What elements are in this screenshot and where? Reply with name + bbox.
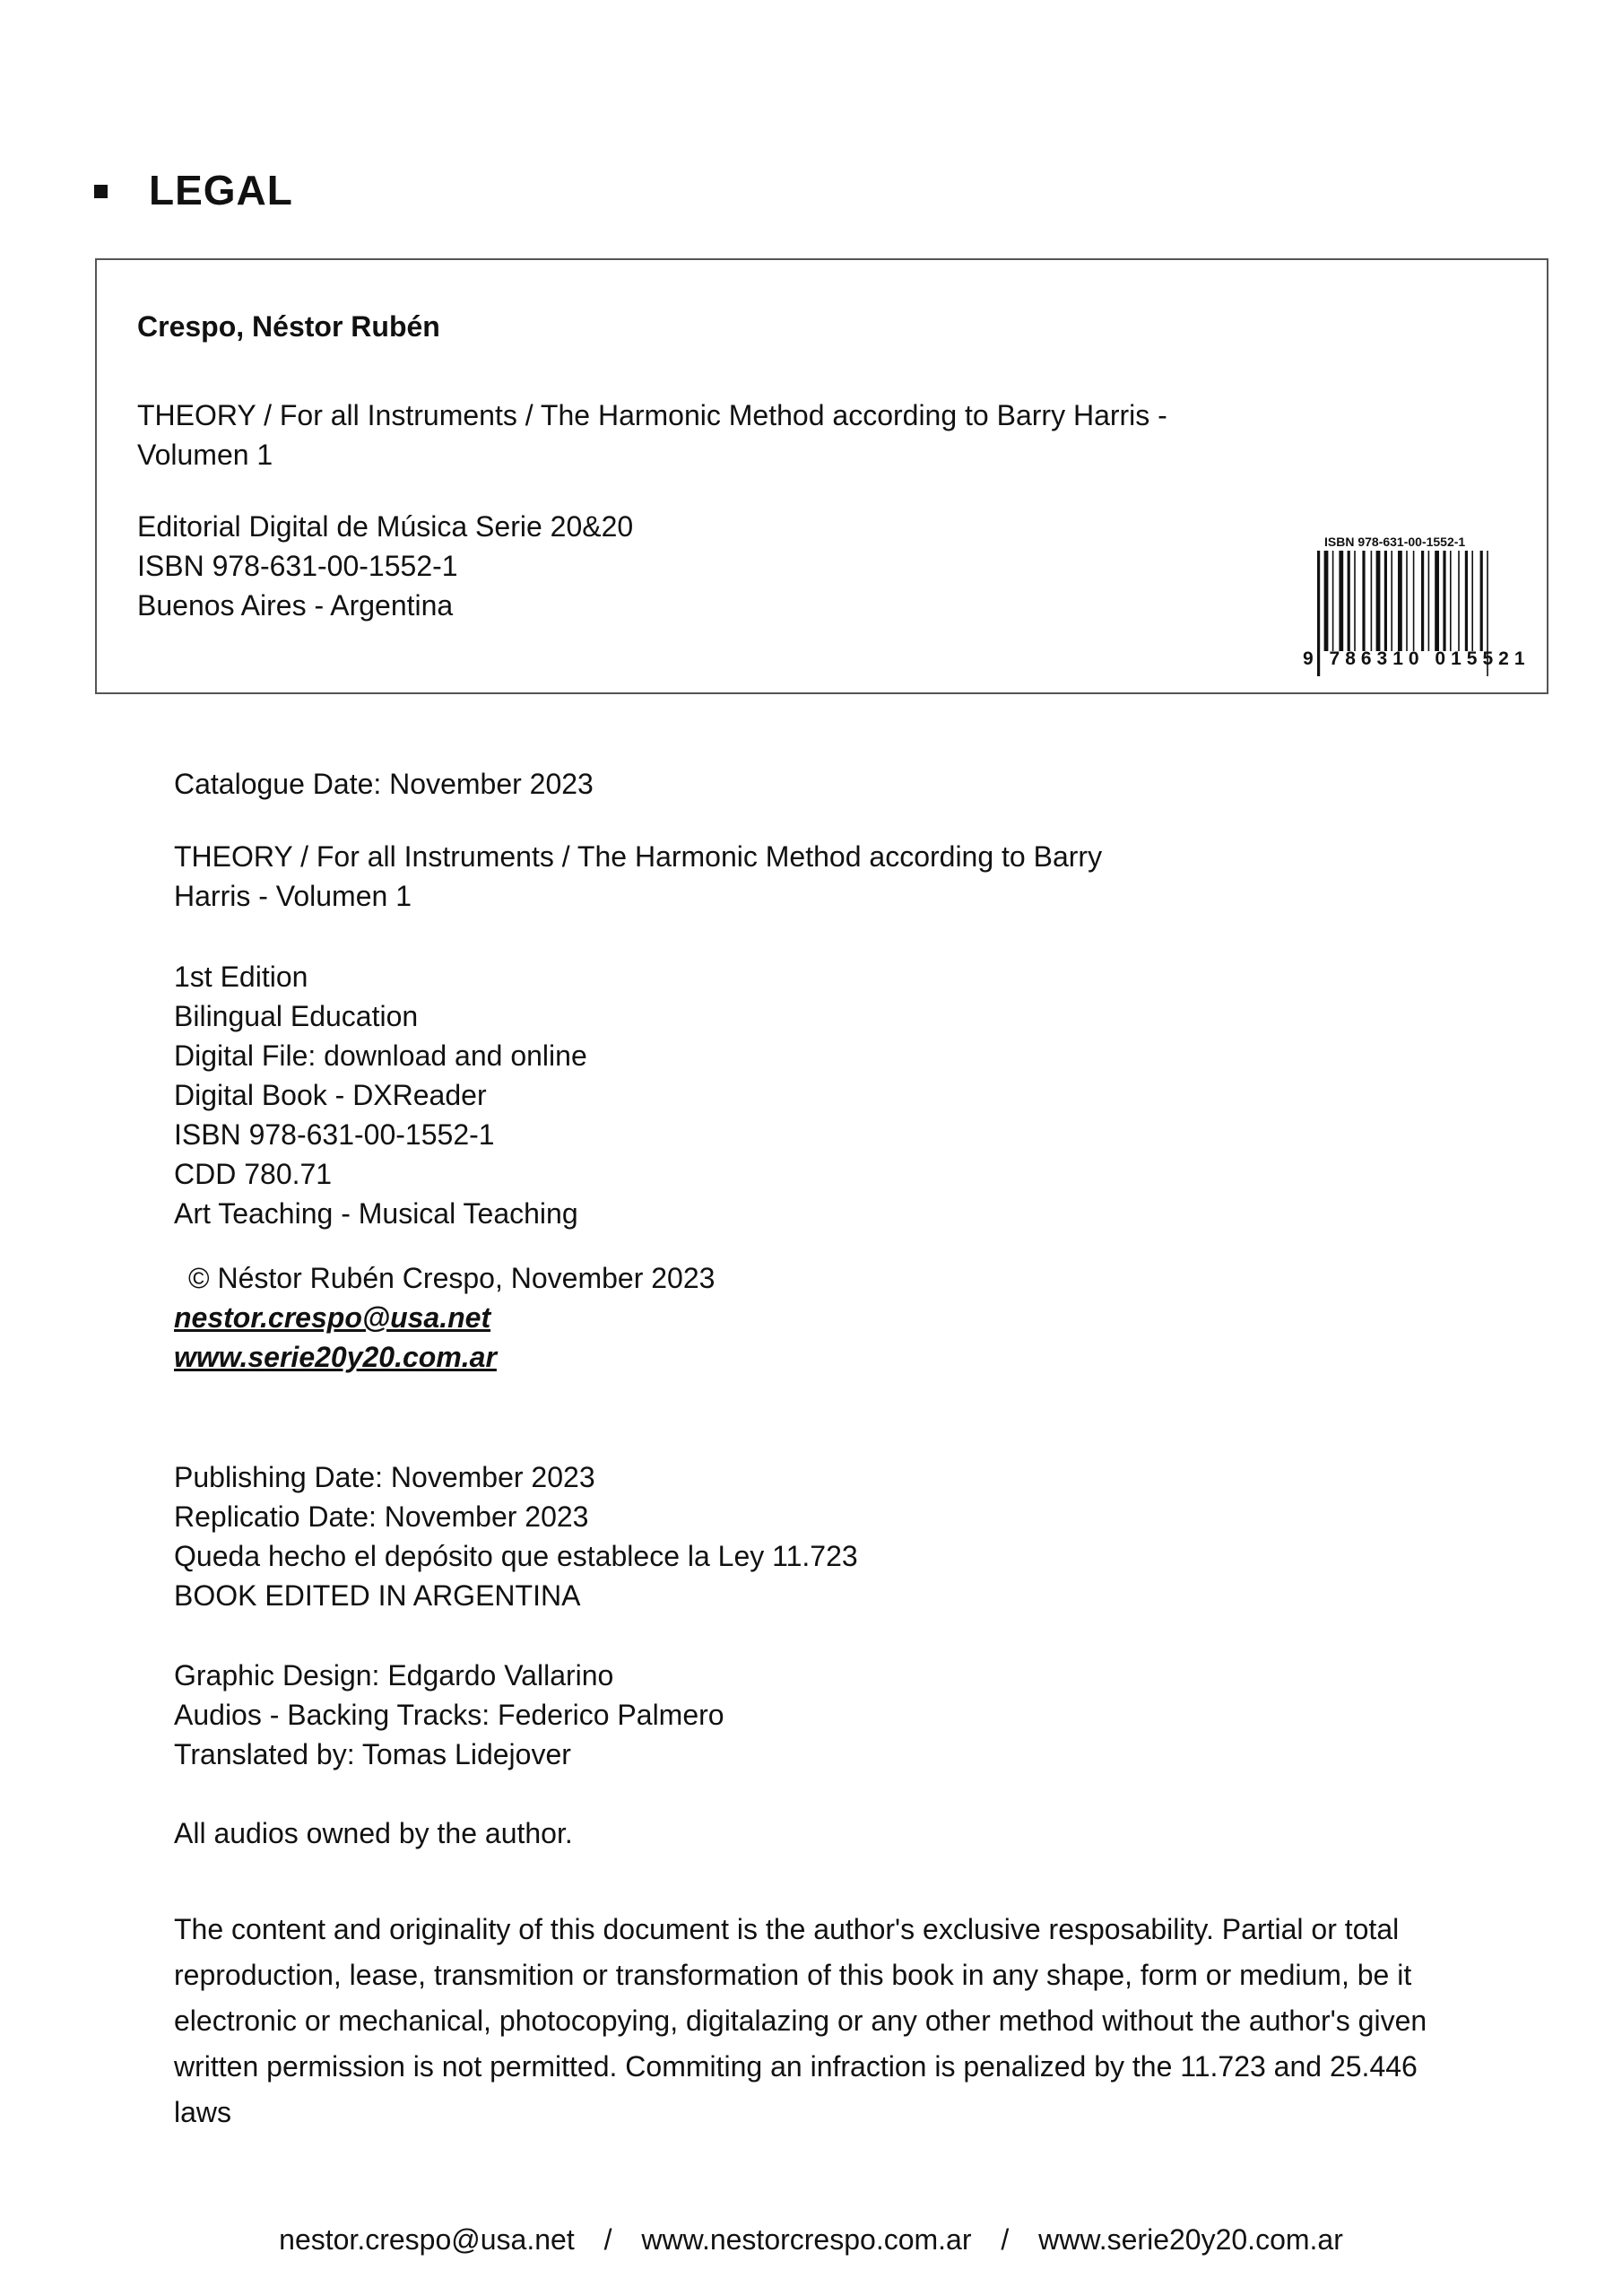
footer-separator: / (603, 2223, 612, 2256)
book-title-line-1: THEORY / For all Instruments / The Harmonic Method according to Barry Harris - (137, 399, 1167, 431)
book-title-line-2: Volumen 1 (137, 439, 273, 471)
edited-in: BOOK EDITED IN ARGENTINA (174, 1579, 581, 1612)
digital-file: Digital File: download and online (174, 1039, 587, 1072)
copyright-disclaimer: The content and originality of this document is the author's exclusive resposability. Partial or total reproduction, lease, transmition or transformation of this book in any shape, form or medium, be it electronic or mechanical, photocopying, digitalazing or any other method without the author's given written permission is not permitted. Commiting an infraction is penalized by the 11.723 and 25.446 laws (174, 1913, 1427, 2128)
catalogue-date: Catalogue Date: November 2023 (174, 768, 594, 800)
barcode-digits: 9 786310 015521 (1303, 648, 1531, 669)
edition: 1st Edition (174, 961, 308, 993)
audio-ownership-note: All audios owned by the author. (174, 1817, 573, 1849)
digital-book: Digital Book - DXReader (174, 1079, 487, 1111)
isbn-barcode (1303, 533, 1536, 678)
translation-credit: Translated by: Tomas Lidejover (174, 1738, 571, 1770)
copyright-line: © Néstor Rubén Crespo, November 2023 (188, 1262, 716, 1294)
isbn: ISBN 978-631-00-1552-1 (137, 550, 458, 582)
section-heading (94, 163, 293, 217)
barcode-isbn-label: ISBN 978-631-00-1552-1 (1324, 535, 1466, 549)
catalogue-isbn: ISBN 978-631-00-1552-1 (174, 1118, 495, 1151)
catalogue-title-line-1: THEORY / For all Instruments / The Harmonic Method according to Barry (174, 840, 1103, 873)
legal-deposit: Queda hecho el depósito que establece la Ley 11.723 (174, 1540, 858, 1572)
education: Bilingual Education (174, 1000, 419, 1032)
catalogue-title-line-2: Harris - Volumen 1 (174, 880, 412, 912)
graphic-design-credit: Graphic Design: Edgardo Vallarino (174, 1659, 614, 1692)
square-bullet-icon (94, 185, 108, 198)
author-name: Crespo, Néstor Rubén (137, 310, 440, 343)
footer-site-link-2[interactable]: www.serie20y20.com.ar (1038, 2223, 1343, 2256)
page-footer (0, 2220, 1622, 2259)
publisher: Editorial Digital de Música Serie 20&20 (137, 510, 634, 543)
footer-site-link-1[interactable]: www.nestorcrespo.com.ar (641, 2223, 972, 2256)
footer-email-link[interactable]: nestor.crespo@usa.net (279, 2223, 575, 2256)
heading-text: LEGAL (149, 167, 293, 213)
replication-date: Replicatio Date: November 2023 (174, 1500, 589, 1533)
footer-separator: / (1001, 2223, 1010, 2256)
legal-info-box (95, 258, 1548, 694)
cdd: CDD 780.71 (174, 1158, 333, 1190)
website-link[interactable]: www.serie20y20.com.ar (174, 1341, 497, 1373)
city: Buenos Aires - Argentina (137, 589, 454, 622)
email-link[interactable]: nestor.crespo@usa.net (174, 1301, 491, 1334)
audios-credit: Audios - Backing Tracks: Federico Palmero (174, 1699, 724, 1731)
publishing-date: Publishing Date: November 2023 (174, 1461, 595, 1493)
category: Art Teaching - Musical Teaching (174, 1197, 578, 1230)
